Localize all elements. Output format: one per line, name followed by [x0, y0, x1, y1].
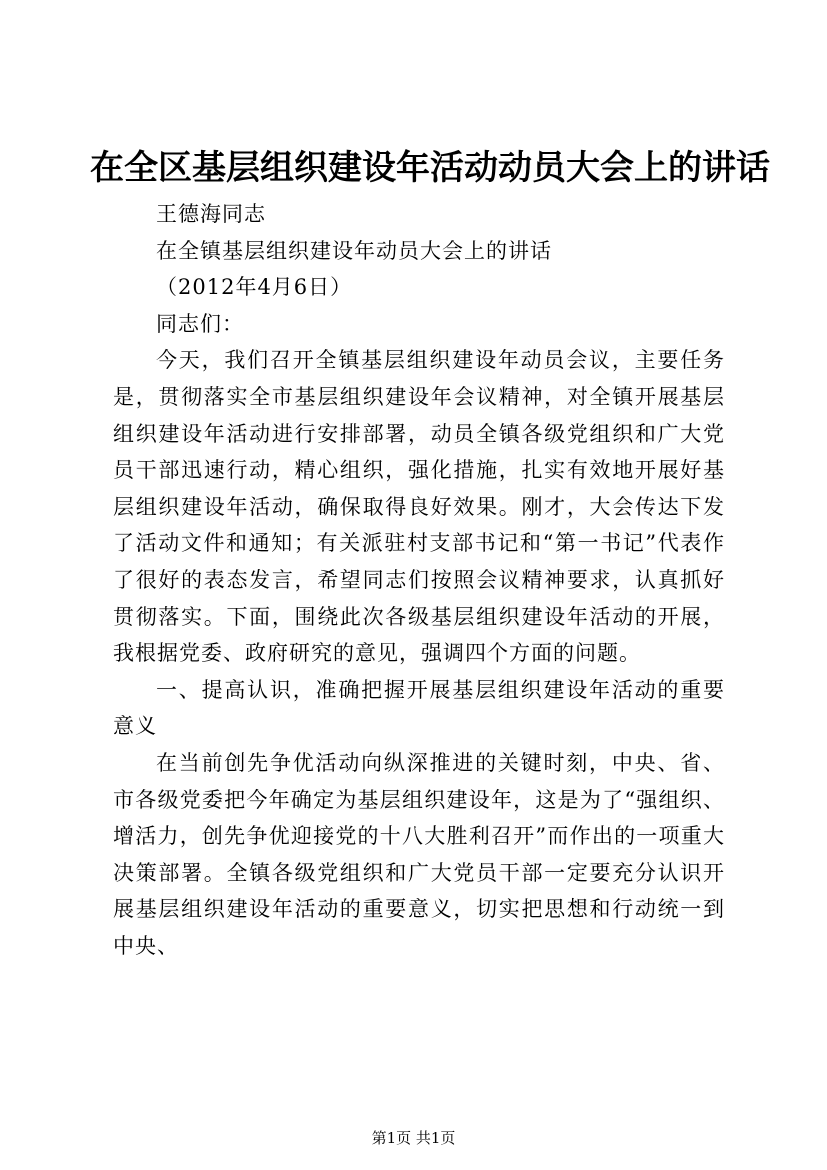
document-body [113, 196, 725, 964]
section-heading-1: 一、提高认识，准确把握开展基层组织建设年活动的重要意义 [113, 677, 725, 739]
salutation: 同志们： [156, 311, 244, 336]
body-paragraph-intro: 今天，我们召开全镇基层组织建设年动员会议，主要任务是，贯彻落实全市基层组织建设年会议精神，对全镇开展基层组织建设年活动进行安排部署，动员全镇各级党组织和广大党员干部迅速行动，精心组织，强化措施，扎实有效地开展好基层组织建设年活动，确保取得良好效果。刚才，大会传达下发了活动文件和通知；有关派驻村支部书记和“第一书记”代表作了很好的表态发言，希望同志们按照会议精神要求，认真抓好贯彻落实。下面，围绕此次各级基层组织建设年活动的开展，我根据党委、政府研究的意见，强调四个方面的问题。 [113, 348, 725, 666]
page-footer: 第1页 共1页 [371, 1129, 456, 1147]
body-paragraph-section-1: 在当前创先争优活动向纵深推进的关键时刻，中央、省、市各级党委把今年确定为基层组织建设年，这是为了“强组织、增活力，创先争优迎接党的十八大胜利召开”而作出的一项重大决策部署。全镇各级党组织和广大党员干部一定要充分认识开展基层组织建设年活动的重要意义，切实把思想和行动统一到中央、 [113, 750, 725, 958]
speaker-name: 王德海同志 [156, 202, 266, 226]
document-title: 在全区基层组织建设年活动动员大会上的讲话 [90, 148, 770, 188]
speech-subtitle: 在全镇基层组织建设年动员大会上的讲话 [156, 238, 552, 263]
speech-date: （2012年4月6日） [156, 275, 353, 300]
